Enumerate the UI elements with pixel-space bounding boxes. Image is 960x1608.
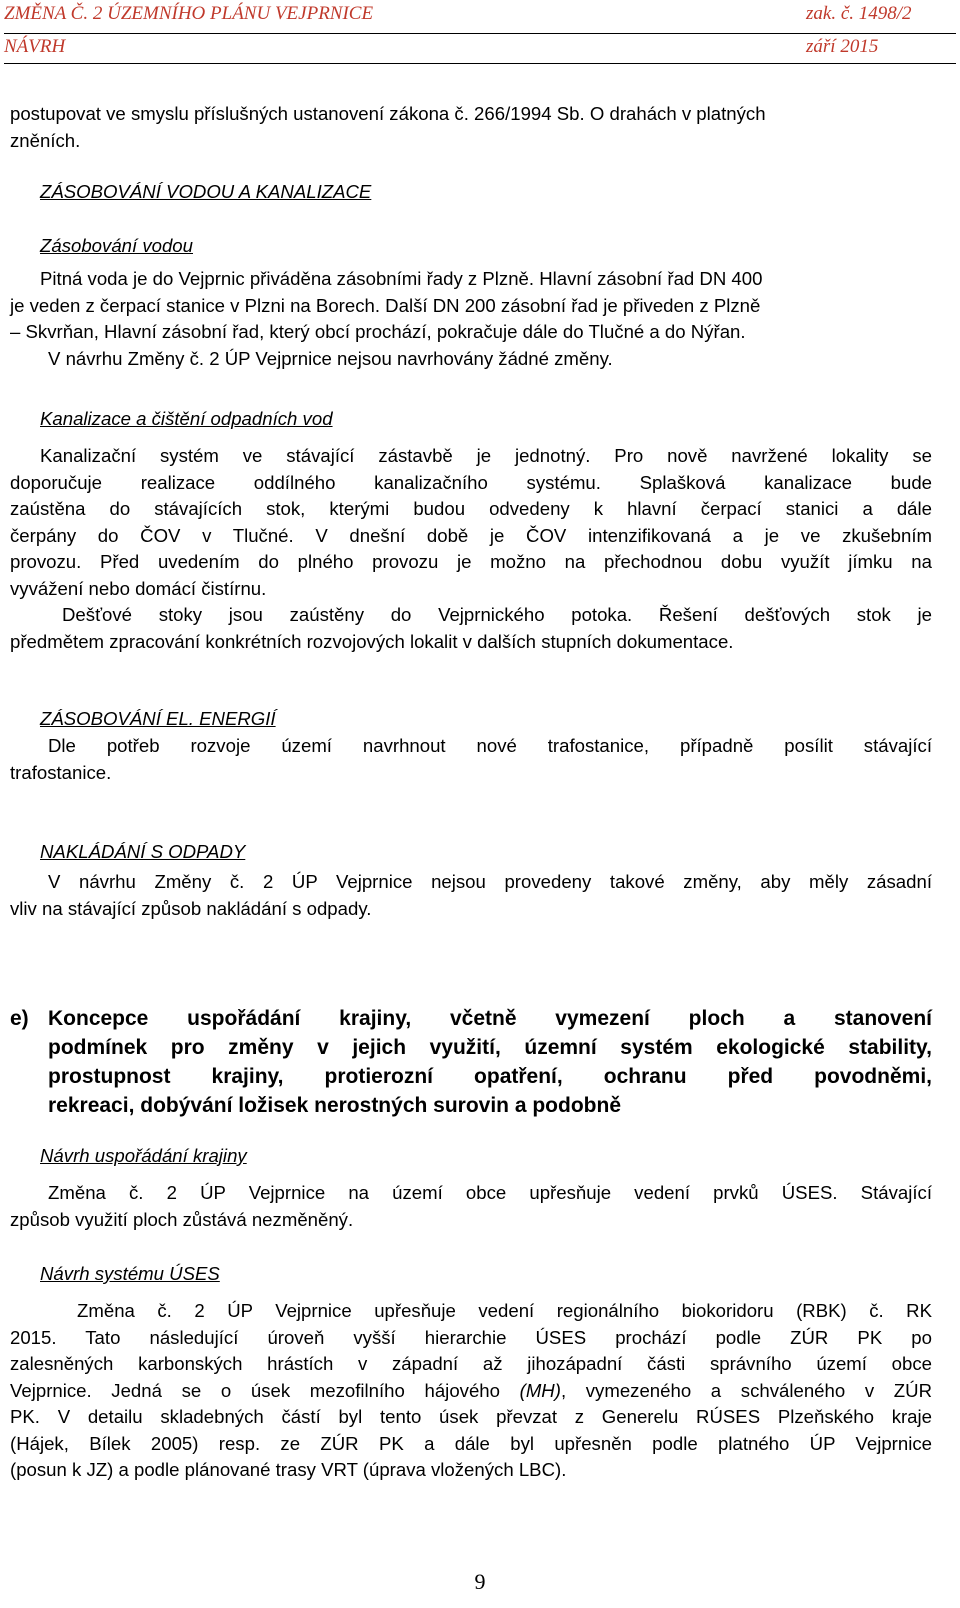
project-number: zak. č. 1498/2 <box>806 3 912 24</box>
waste-paragraph: V návrhu Změny č. 2 ÚP Vejprnice nejsou provedeny takové změny, aby měly zásadní vliv na stávající způsob nakládání s odpady. <box>10 871 932 919</box>
section-e-title: Koncepce uspořádání krajiny, včetně vymezení ploch a stanovení podmínek pro změny v jejich využití, územní systém ekologické stability, prostupnost krajiny, protierozní opatření, ochranu před povodněmi, rekreaci, dobývání ložisek nerostných surovin a podobně <box>48 1007 932 1117</box>
water-supply-paragraph: Pitná voda je do Vejprnic přiváděna zásobními řady z Plzně. Hlavní zásobní řad DN 400 je veden z čerpací stanice v Plzni na Borech. Další DN 200 zásobní řad je přiveden z Plzně – Skvrňan, Hlavní zásobní řad, který obcí prochází, pokračuje dále do Tlučné a do Nýřan. V návrhu Změny č. 2 ÚP Vejprnice nejsou navrhovány žádné změny. <box>10 268 763 369</box>
header-divider <box>4 63 956 64</box>
subheading-landscape: Návrh uspořádání krajiny <box>40 1145 247 1166</box>
intro-paragraph: postupovat ve smyslu příslušných ustanovení zákona č. 266/1994 Sb. O drahách v platných zněních. <box>10 103 766 151</box>
section-heading-waste: NAKLÁDÁNÍ S ODPADY <box>40 841 246 862</box>
page-number: 9 <box>474 1569 486 1594</box>
document-status: NÁVRH <box>4 36 66 57</box>
section-heading-water: ZÁSOBOVÁNÍ VODOU A KANALIZACE <box>40 181 372 202</box>
section-heading-energy: ZÁSOBOVÁNÍ EL. ENERGIÍ <box>40 708 276 729</box>
sewerage-paragraph: Kanalizační systém ve stávající zástavbě je jednotný. Pro nově navržené lokality se doporučuje realizace oddílného kanalizačního systému. Splašková kanalizace bude zaústěna do stávajících stok, kterými budou odvedeny k hlavní čerpací stanici a dále čerpány do ČOV v Tlučné. V dnešní době je ČOV intenzifikovaná a je ve zkušebním provozu. Před uvedením do plného provozu je možno na přechodnou dobu využít jímku na vyvážení nebo domácí čistírnu. Dešťové stoky jsou zaústěny do Vejprnického potoka. Řešení dešťových stok je předmětem zpracování konkrétních rozvojových lokalit v dalších stupních dokumentace. <box>10 445 932 652</box>
uses-paragraph: Změna č. 2 ÚP Vejprnice upřesňuje vedení regionálního biokoridoru (RBK) č. RK 2015. Tato následující úroveň vyšší hierarchie ÚSES prochází podle ZÚR PK po zalesněných karbonských hrástích v západní až jihozápadní části správního území obce Vejprnice. Jedná se o úsek mezofilního hájového (MH), vymezeného a schváleného v ZÚR PK. V detailu skladebných částí byl tento úsek převzat z Generelu RÚSES Plzeňského kraje (Hájek, Bílek 2005) resp. ze ZÚR PK a dále byl upřesněn podle platného ÚP Vejprnice (posun k JZ) a podle plánované trasy VRT (úprava vložených LBC). <box>10 1300 932 1480</box>
header-divider <box>4 33 956 34</box>
document-title: ZMĚNA Č. 2 ÚZEMNÍHO PLÁNU VEJPRNICE <box>4 3 374 24</box>
energy-paragraph: Dle potřeb rozvoje území navrhnout nové trafostanice, případně posílit stávající trafostanice. <box>10 735 932 783</box>
section-e-label: e) <box>10 1007 29 1030</box>
document-date: září 2015 <box>806 36 879 57</box>
subheading-water-supply: Zásobování vodou <box>40 235 193 256</box>
landscape-paragraph: Změna č. 2 ÚP Vejprnice na území obce upřesňuje vedení prvků ÚSES. Stávající způsob využití ploch zůstává nezměněný. <box>10 1182 932 1230</box>
subheading-sewerage: Kanalizace a čištění odpadních vod <box>40 408 333 429</box>
subheading-uses: Návrh systému ÚSES <box>40 1263 220 1284</box>
